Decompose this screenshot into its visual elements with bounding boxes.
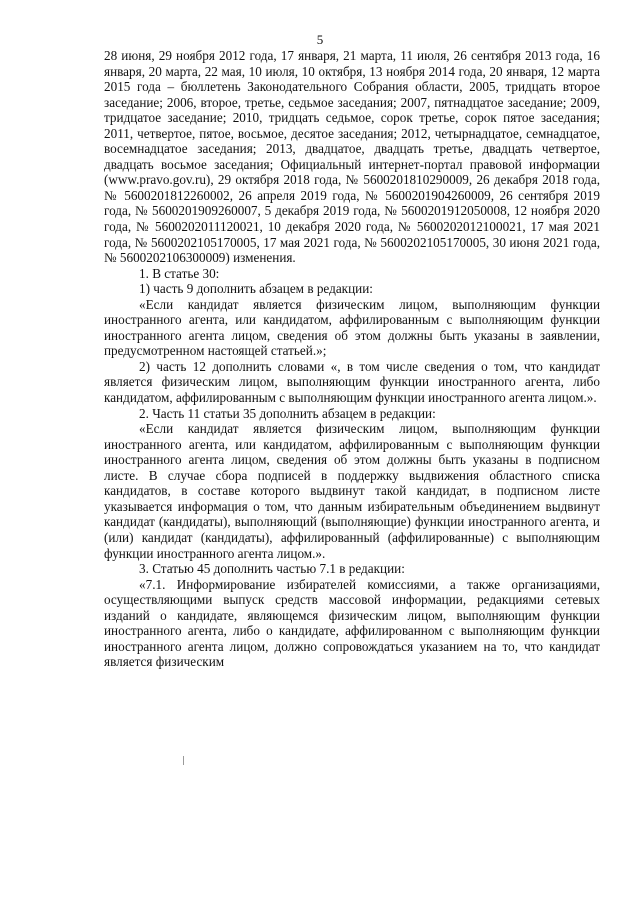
page-number: 5: [316, 32, 324, 47]
paragraph-item-3: 3. Статью 45 дополнить частью 7.1 в редакции:: [139, 561, 405, 577]
paragraph-item-1-1: 1) часть 9 дополнить абзацем в редакции:: [139, 281, 373, 297]
paragraph-quote-1: «Если кандидат является физическим лицом, выполняющим функции иностранного агента, или кандидатом, аффилированным с выполняющим функции иностранного агента лицом, сведения об этом должны быть указаны в заявлении, предусмотренном настоящей статьей.»;: [104, 296, 600, 359]
paragraph-intro: 28 июня, 29 ноября 2012 года, 17 января, 21 марта, 11 июля, 26 сентября 2013 года, 16 января, 20 марта, 22 мая, 10 июля, 10 октября, 13 ноября 2014 года, 20 января, 12 марта 2015 года – бюллетень Законодательного Собрания области, 2005, тридцать второе заседание; 2006, второе, третье, седьмое заседания; 2007, пятнадцатое заседание; 2009, тридцатое заседание; 2010, тридцать седьмое, сорок третье, сорок пятое заседания; 2011, четвертое, пятое, восьмое, десятое заседания; 2012, четырнадцатое, семнадцатое, восемнадцатое заседания; 2013, двадцатое, двадцать третье, двадцать четвертое, двадцать восьмое заседания; Официальный интернет-портал правовой информации (www.pravo.gov.ru), 29 октября 2018 года, № 5600201810290009, 26 декабря 2018 года, № 5600201812260002, 26 апреля 2019 года, № 5600201904260009, 26 сентября 2019 года, № 5600201909260007, 5 декабря 2019 года, № 5600201912050008, 12 ноября 2020 года, № 5600202011120021, 10 декабря 2020 года, № 5600202012100021, 17 мая 2021 года, № 5600202105170005, 17 мая 2021 года, № 5600202105170005, 30 июня 2021 года, № 5600202106300009) изменения.: [104, 48, 600, 266]
scan-mark: [183, 756, 184, 765]
paragraph-item-1-2: 2) часть 12 дополнить словами «, в том числе сведения о том, что кандидат является физическим лицом, выполняющим функции иностранного агента, либо кандидатом, аффилированным с выполняющим функции иностранного агента лицом.».: [104, 358, 600, 406]
paragraph-quote-2: «Если кандидат является физическим лицом, выполняющим функции иностранного агента, или кандидатом, аффилированным с выполняющим функции иностранного агента лицом, сведения об этом должны быть указаны в подписном листе. В случае сбора подписей в поддержку выдвижения областного списка кандидатов, в составе которого выдвинут такой кандидат, в подписном листе указывается информация о том, что данным избирательным объединением выдвинут кандидат (кандидаты), выполняющий (выполняющие) функции иностранного агента, и (или) кандидат (кандидаты), аффилированный (аффилированные) с выполняющим функции иностранного агента лицом.».: [104, 421, 600, 561]
paragraph-item-2: 2. Часть 11 статьи 35 дополнить абзацем в редакции:: [139, 405, 436, 421]
paragraph-item-1: 1. В статье 30:: [139, 265, 220, 281]
document-body: [104, 48, 600, 670]
paragraph-quote-3: «7.1. Информирование избирателей комиссиями, а также организациями, осуществляющими выпуск средств массовой информации, редакциями сетевых изданий о кандидате, являющемся физическим лицом, выполняющим функции иностранного агента, либо о кандидате, аффилированном с выполняющим функции иностранного агента лицом, должно сопровождаться указанием на то, что кандидат является физическим: [104, 576, 600, 670]
